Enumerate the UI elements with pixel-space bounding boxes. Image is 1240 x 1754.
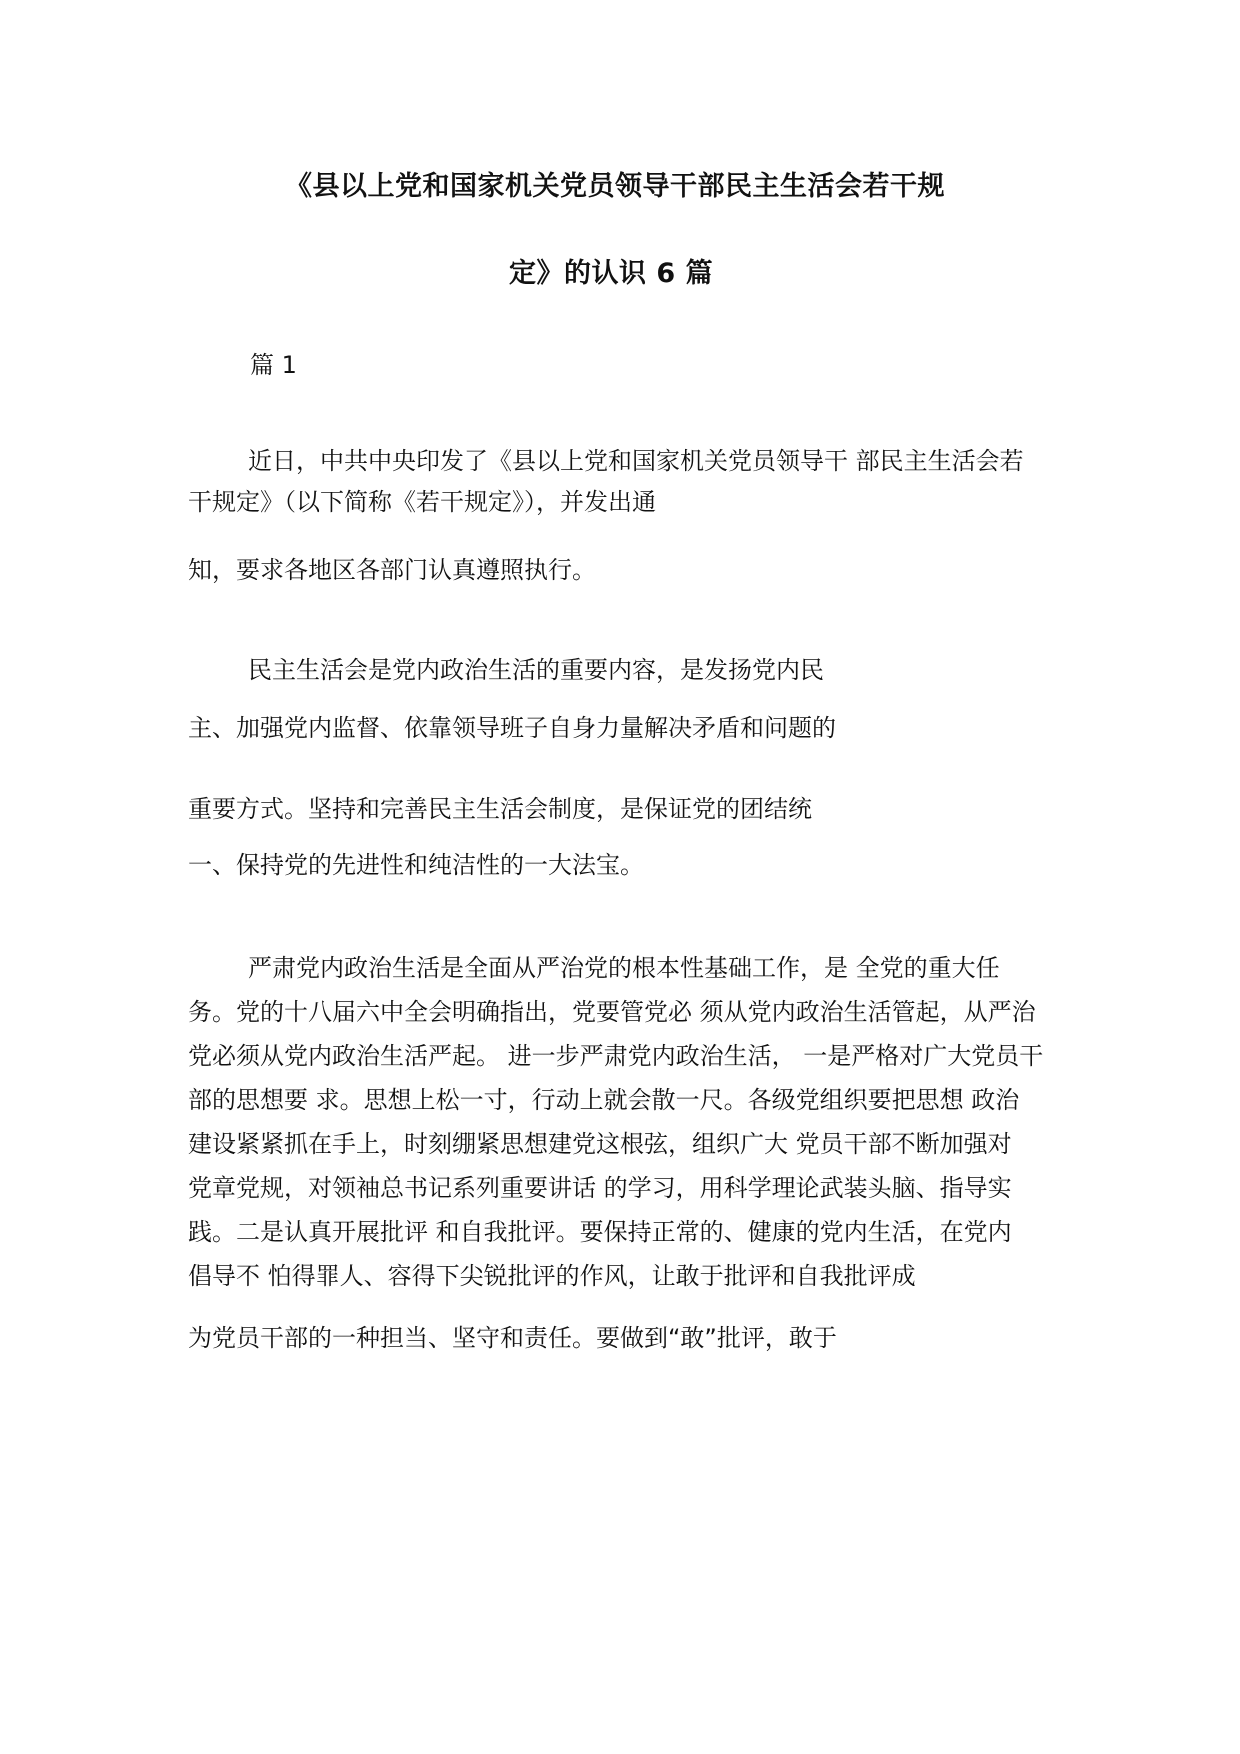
paragraph-2-line-2: 主、加强党内监督、依靠领导班子自身力量解决矛盾和问题的: [188, 714, 836, 742]
paragraph-3-line-2: 务。党的十八届六中全会明确指出，党要管党必 须从党内政治生活管起，从严治: [188, 998, 1036, 1026]
paragraph-2-line-1: 民主生活会是党内政治生活的重要内容，是发扬党内民: [248, 656, 824, 684]
paragraph-3-line-6: 党章党规，对领袖总书记系列重要讲话 的学习，用科学理论武装头脑、指导实: [188, 1174, 1012, 1202]
paragraph-3-line-4: 部的思想要 求。思想上松一寸，行动上就会散一尺。各级党组织要把思想 政治: [188, 1086, 1020, 1114]
document-title-line-2: 定》的认识 6 篇: [509, 258, 714, 289]
section-label: 篇 1: [250, 351, 297, 379]
document-title-line-1: 《县以上党和国家机关党员领导干部民主生活会若干规: [285, 171, 945, 202]
paragraph-3-line-9: 为党员干部的一种担当、坚守和责任。要做到“敢”批评，敢于: [188, 1324, 837, 1352]
paragraph-3-line-3: 党必须从党内政治生活严起。 进一步严肃党内政治生活， 一是严格对广大党员干: [188, 1042, 1044, 1070]
paragraph-3-line-5: 建设紧紧抓在手上，时刻绷紧思想建党这根弦，组织广大 党员干部不断加强对: [188, 1130, 1012, 1158]
paragraph-2-line-3: 重要方式。坚持和完善民主生活会制度，是保证党的团结统: [188, 795, 812, 823]
paragraph-3-line-7: 践。二是认真开展批评 和自我批评。要保持正常的、健康的党内生活，在党内: [188, 1218, 1012, 1246]
paragraph-3-line-8: 倡导不 怕得罪人、容得下尖锐批评的作风，让敢于批评和自我批评成: [188, 1262, 916, 1290]
paragraph-1-line-2: 干规定》（以下简称《若干规定》），并发出通: [188, 488, 656, 516]
paragraph-1-line-1: 近日，中共中央印发了《县以上党和国家机关党员领导干 部民主生活会若: [248, 447, 1024, 475]
paragraph-3-line-1: 严肃党内政治生活是全面从严治党的根本性基础工作，是 全党的重大任: [248, 954, 1000, 982]
paragraph-2-line-4: 一、保持党的先进性和纯洁性的一大法宝。: [188, 851, 644, 879]
paragraph-1-line-3: 知，要求各地区各部门认真遵照执行。: [188, 556, 596, 584]
